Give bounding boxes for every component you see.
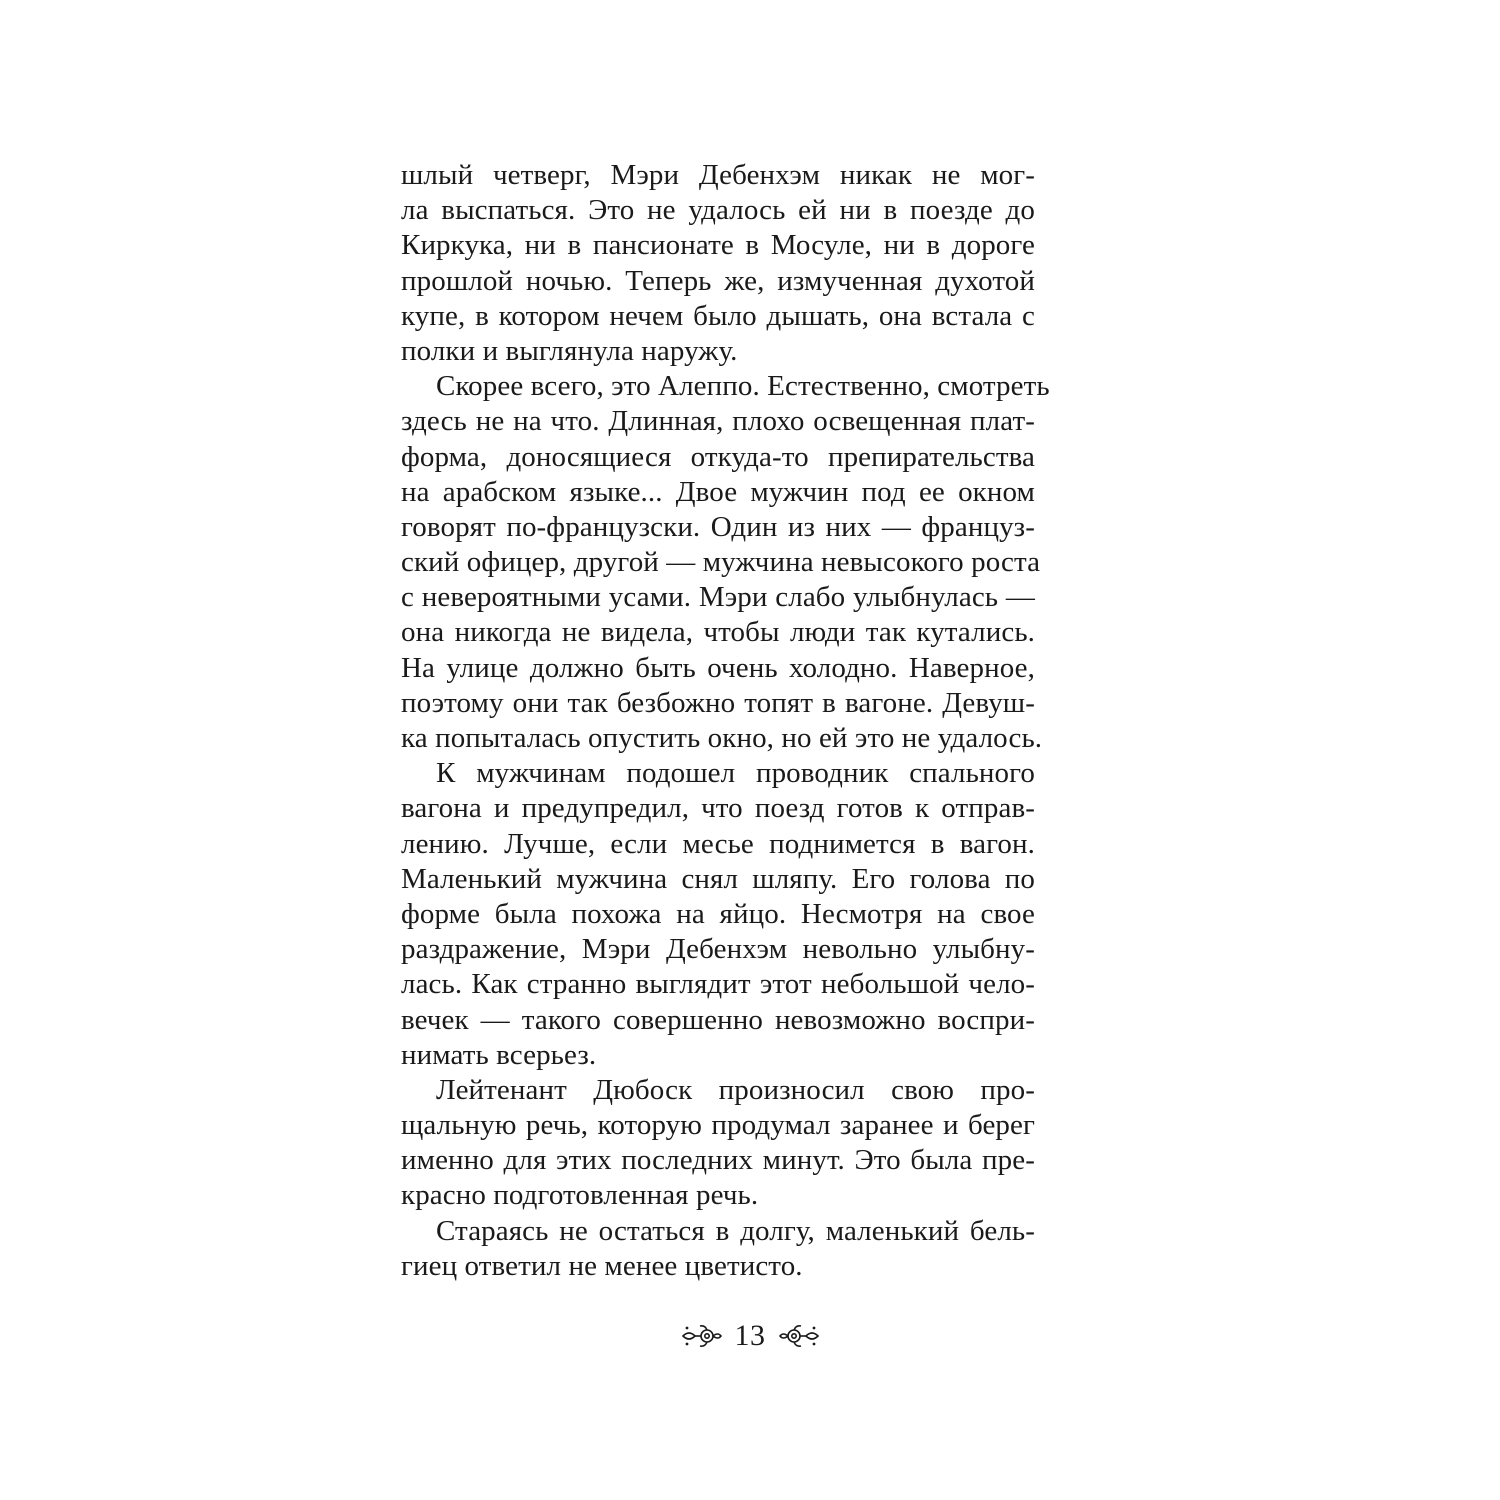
text-line: ла выспаться. Это не удалось ей ни в поезде до	[401, 194, 1035, 227]
text-line: поэтому они так безбожно топят в вагоне. Девуш-	[401, 686, 1035, 719]
text-line: вагона и предупредил, что поезд готов к отправ-	[401, 792, 1035, 825]
fleuron-right-icon	[778, 1323, 820, 1349]
text-line: полки и выглянула наружу.	[401, 334, 738, 367]
text-line: Киркука, ни в пансионате в Мосуле, ни в дороге	[401, 229, 1035, 262]
text-line: ский офицер, другой — мужчина невысокого роста	[401, 546, 1041, 579]
text-line: форма, доносящиеся откуда-то препирательства	[401, 440, 1035, 473]
text-line: говорят по-французски. Один из них — француз-	[401, 510, 1035, 543]
text-line: На улице должно быть очень холодно. Наверное,	[401, 651, 1035, 684]
text-line: шлый четверг, Мэри Дебенхэм никак не мог-	[401, 159, 1035, 191]
text-line: щальную речь, которую продумал заранее и берег	[401, 1109, 1035, 1142]
text-line: здесь не на что. Длинная, плохо освещенная плат-	[401, 405, 1035, 438]
text-line: лась. Как странно выглядит этот небольшой чело-	[401, 968, 1035, 1001]
text-line: Лейтенант Дюбоск произносил свою про-	[436, 1073, 1035, 1106]
text-line: с невероятными усами. Мэри слабо улыбнулась —	[401, 581, 1035, 614]
text-line: она никогда не видела, чтобы люди так кутались.	[401, 616, 1035, 649]
text-line: прошлой ночью. Теперь же, измученная духотой	[401, 264, 1035, 297]
text-line: Стараясь не остаться в долгу, маленький бель-	[436, 1214, 1035, 1247]
body-text	[401, 158, 1050, 1284]
page-footer	[0, 1316, 1500, 1356]
text-line: нимать всерьез.	[401, 1038, 597, 1071]
text-line: красно подготовленная речь.	[401, 1179, 759, 1212]
text-line: лению. Лучше, если месье поднимется в вагон.	[401, 827, 1035, 860]
text-line: вечек — такого совершенно невозможно воспри-	[401, 1003, 1035, 1036]
page-number: 13	[734, 1319, 766, 1352]
text-line: ка попыталась опустить окно, но ей это не удалось.	[401, 722, 1043, 754]
text-line: на арабском языке... Двое мужчин под ее окном	[401, 475, 1035, 508]
text-line: купе, в котором нечем было дышать, она встала с	[401, 299, 1035, 332]
text-line: раздражение, Мэри Дебенхэм невольно улыбну-	[401, 933, 1035, 966]
text-line: Скорее всего, это Алеппо. Естественно, смотреть	[436, 370, 1050, 403]
text-line: гиец ответил не менее цветисто.	[401, 1249, 803, 1282]
text-line: именно для этих последних минут. Это была пре-	[401, 1144, 1035, 1177]
text-line: форме была похожа на яйцо. Несмотря на свое	[401, 897, 1035, 930]
text-line: К мужчинам подошел проводник спального	[436, 757, 1035, 790]
text-line: Маленький мужчина снял шляпу. Его голова по	[401, 862, 1035, 895]
fleuron-left-icon	[681, 1323, 723, 1349]
